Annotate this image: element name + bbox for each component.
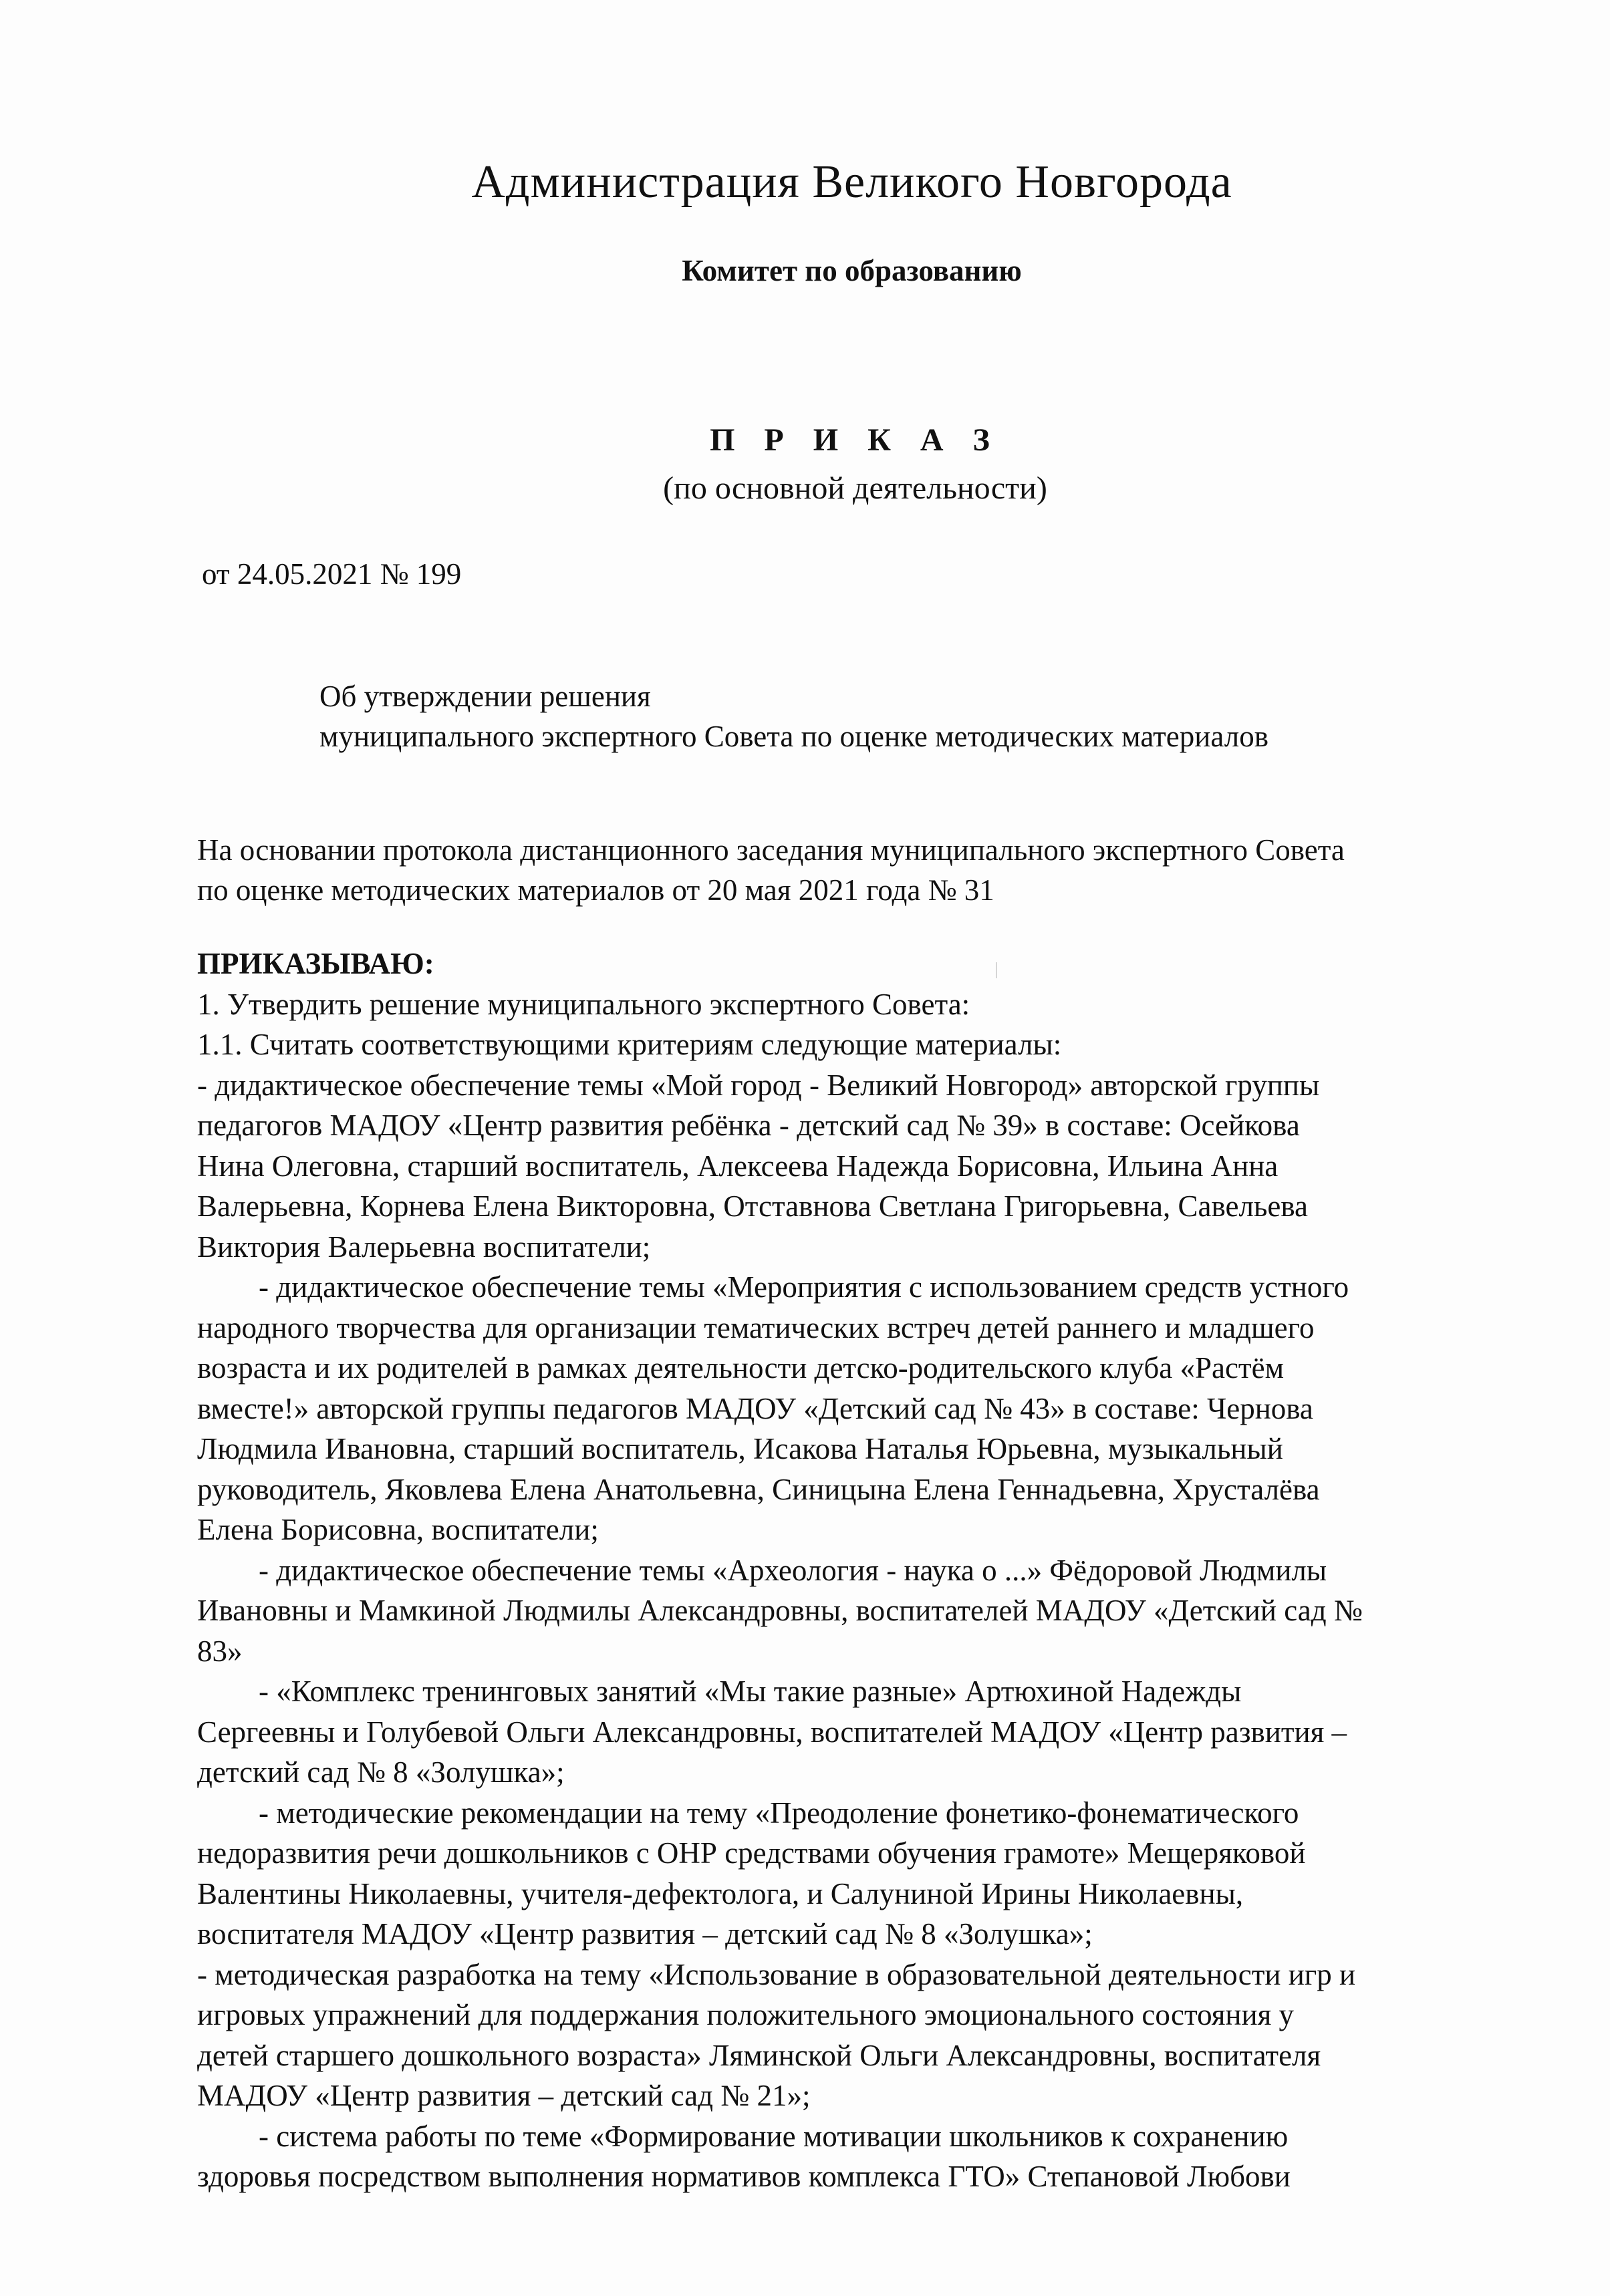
- body-line: - методическая разработка на тему «Использование в образовательной деятельности игр и: [197, 1957, 1356, 1991]
- body-line: - методические рекомендации на тему «Преодоление фонетико-фонематического: [259, 1796, 1299, 1830]
- body-line: - дидактическое обеспечение темы «Мероприятия с использованием средств устного: [259, 1270, 1349, 1304]
- body-line: недоразвития речи дошкольников с ОНР средствами обучения грамоте» Мещеряковой: [197, 1836, 1306, 1870]
- body-line: игровых упражнений для поддержания положительного эмоционального состояния у: [197, 1998, 1295, 2031]
- body-line: Валерьевна, Корнева Елена Викторовна, Отставнова Светлана Григорьевна, Савельева: [197, 1189, 1309, 1223]
- scan-artefact: [996, 962, 997, 978]
- body-line: 1. Утвердить решение муниципального экспертного Совета:: [197, 987, 970, 1021]
- body-line: Людмила Ивановна, старший воспитатель, Исакова Наталья Юрьевна, музыкальный: [197, 1432, 1283, 1465]
- subject-line: муниципального экспертного Совета по оценке методических материалов: [319, 720, 1268, 753]
- body-line: - «Комплекс тренинговых занятий «Мы такие разные» Артюхиной Надежды: [259, 1675, 1242, 1708]
- body-line: Сергеевны и Голубевой Ольги Александровны, воспитателей МАДОУ «Центр развития –: [197, 1715, 1347, 1749]
- body-line: детей старшего дошкольного возраста» Ляминской Ольги Александровны, воспитателя: [197, 2038, 1321, 2072]
- body-line: руководитель, Яковлева Елена Анатольевна, Синицына Елена Геннадьевна, Хрусталёва: [197, 1472, 1320, 1506]
- order-basis: [197, 830, 1487, 910]
- basis-line: по оценке методических материалов от 20 мая 2021 года № 31: [197, 873, 994, 907]
- body-line: 1.1. Считать соответствующими критериям следующие материалы:: [197, 1028, 1062, 1061]
- body-line: педагогов МАДОУ «Центр развития ребёнка - детский сад № 39» в составе: Осейкова: [197, 1109, 1300, 1142]
- order-date-number: от 24.05.2021 № 199: [202, 557, 462, 591]
- order-subject: [319, 676, 1268, 756]
- body-line: МАДОУ «Центр развития – детский сад № 21»;: [197, 2079, 811, 2112]
- order-subtitle: (по основной деятельности): [663, 470, 1047, 506]
- body-line: Елена Борисовна, воспитатели;: [197, 1513, 599, 1546]
- body-line: Валентины Николаевны, учителя-дефектолога, и Салуниной Ирины Николаевны,: [197, 1876, 1244, 1910]
- subject-line: Об утверждении решения: [319, 680, 651, 713]
- order-word: ПРИКАЗЫВАЮ:: [197, 947, 434, 980]
- body-line: Виктория Валерьевна воспитатели;: [197, 1230, 651, 1264]
- committee-name: Комитет по образованию: [682, 254, 1022, 287]
- body-line: возраста и их родителей в рамках деятельности детско-родительского клуба «Растём: [197, 1351, 1285, 1385]
- organization-name: Администрация Великого Новгорода: [471, 156, 1232, 208]
- body-line: воспитателя МАДОУ «Центр развития – детский сад № 8 «Золушка»;: [197, 1917, 1093, 1951]
- basis-line: На основании протокола дистанционного заседания муниципального экспертного Совета: [197, 833, 1345, 867]
- order-body: [197, 944, 1487, 2197]
- body-line: - дидактическое обеспечение темы «Археология - наука о ...» Фёдоровой Людмилы: [259, 1553, 1327, 1587]
- body-line: - дидактическое обеспечение темы «Мой город - Великий Новгород» авторской группы: [197, 1068, 1320, 1102]
- body-line: Ивановны и Мамкиной Людмилы Александровны, воспитателей МАДОУ «Детский сад №: [197, 1594, 1363, 1627]
- body-line: здоровья посредством выполнения нормативов комплекса ГТО» Степановой Любови: [197, 2160, 1291, 2193]
- order-title: П Р И К А З: [710, 422, 1000, 458]
- body-line: вместе!» авторской группы педагогов МАДОУ «Детский сад № 43» в составе: Чернова: [197, 1391, 1313, 1425]
- body-line: Нина Олеговна, старший воспитатель, Алексеева Надежда Борисовна, Ильина Анна: [197, 1149, 1279, 1183]
- body-line: - система работы по теме «Формирование мотивации школьников к сохранению: [259, 2119, 1289, 2153]
- body-line: 83»: [197, 1634, 243, 1668]
- body-line: детский сад № 8 «Золушка»;: [197, 1755, 565, 1789]
- body-line: народного творчества для организации тематических встреч детей раннего и младшего: [197, 1310, 1315, 1344]
